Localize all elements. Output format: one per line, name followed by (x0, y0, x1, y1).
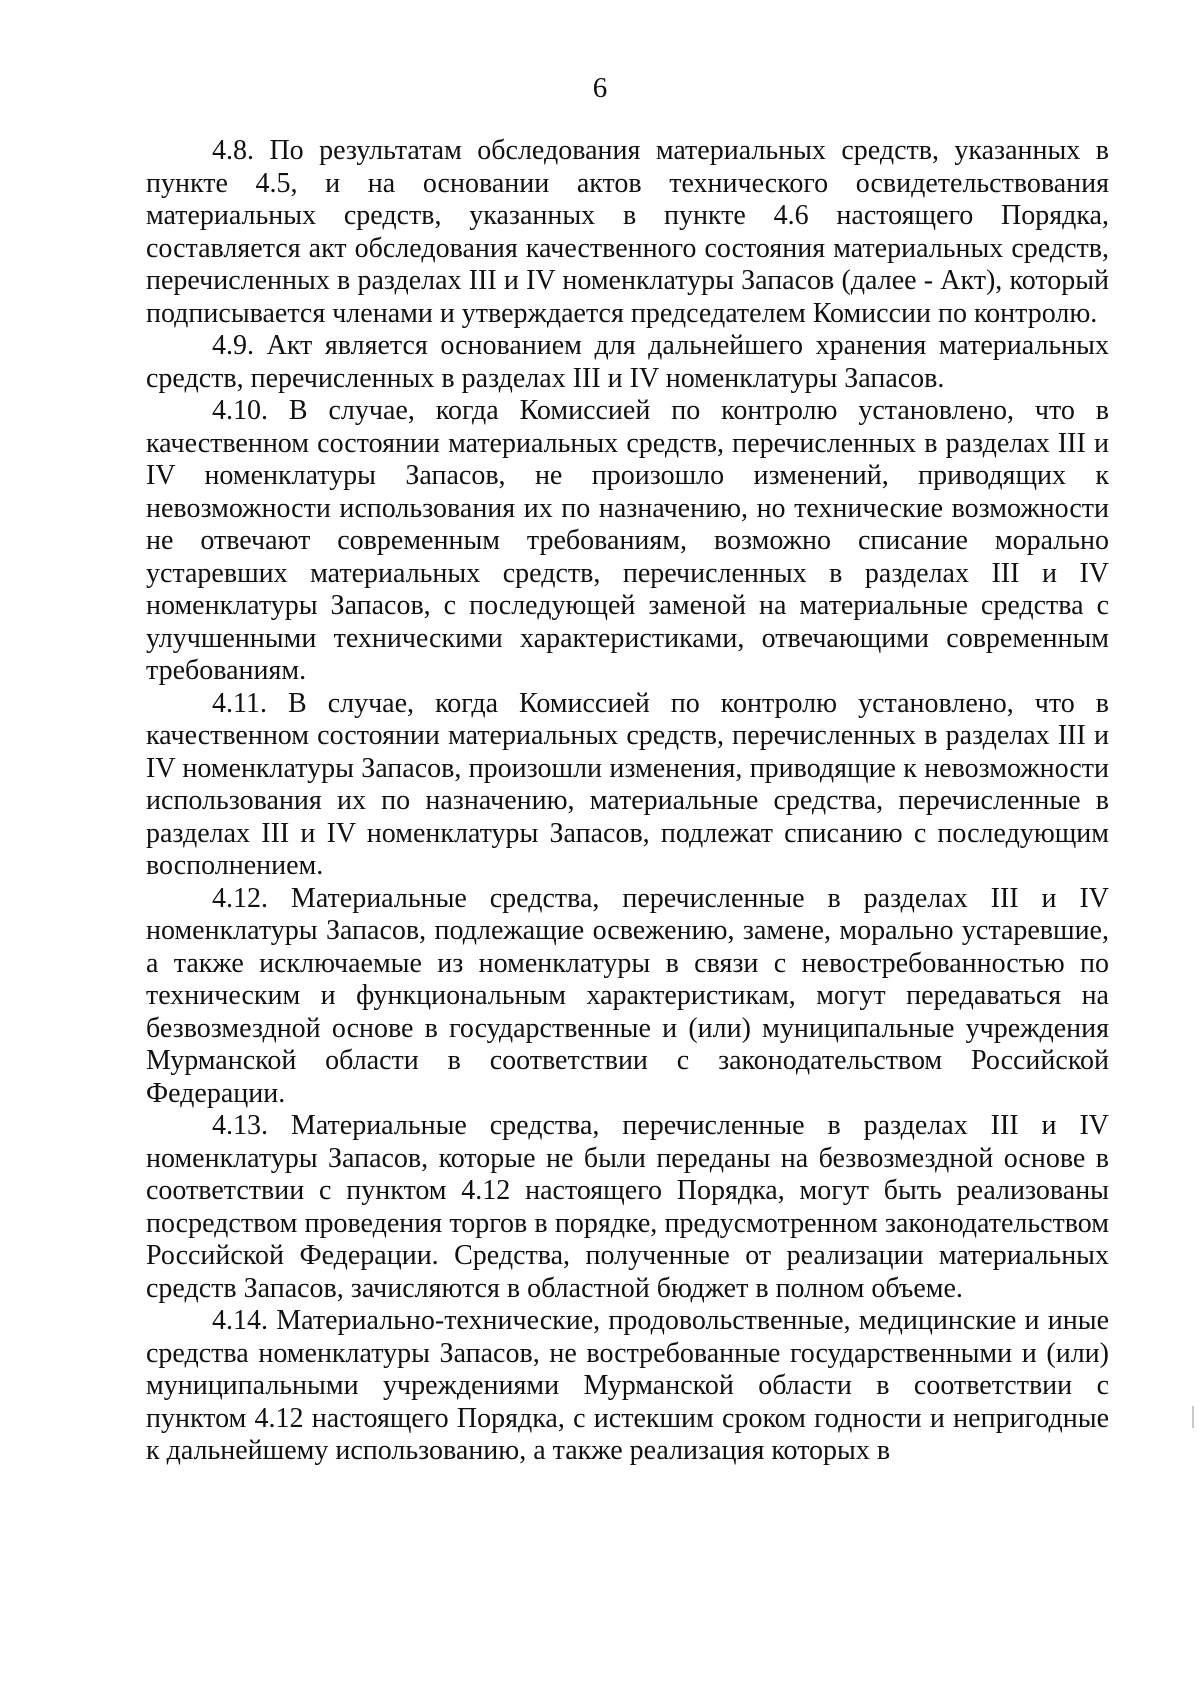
paragraph-4-10: 4.10. В случае, когда Комиссией по контролю установлено, что в качественном состоянии материальных средств, перечисленных в разделах III и IV номенклатуры Запасов, не произошло изменений, приводящих к невозможности использования их по назначению, но технические возможности не отвечают современным требованиям, возможно списание морально устаревших материальных средств, перечисленных в разделах III и IV номенклатуры Запасов, с последующей заменой на материальные средства с улучшенными техническими характеристиками, отвечающими современным требованиям. (146, 395, 1109, 686)
page-number: 6 (592, 72, 608, 104)
paragraph-4-12: 4.12. Материальные средства, перечисленные в разделах III и IV номенклатуры Запасов, подлежащие освежению, замене, морально устаревшие, а также исключаемые из номенклатуры в связи с невостребованностью по техническим и функциональным характеристикам, могут передаваться на безвозмездной основе в государственные и (или) муниципальные учреждения Мурманской области в соответствии с законодательством Российской Федерации. (146, 882, 1109, 1109)
paragraph-4-14: 4.14. Материально-технические, продовольственные, медицинские и иные средства номенклатуры Запасов, не востребованные государственными и (или) муниципальными учреждениями Мурманской области в соответствии с пунктом 4.12 настоящего Порядка, с истекшим сроком годности и непригодные к дальнейшему использованию, а также реализация которых в (146, 1305, 1109, 1466)
paragraph-4-9: 4.9. Акт является основанием для дальнейшего хранения материальных средств, перечисленных в разделах III и IV номенклатуры Запасов. (146, 330, 1109, 394)
scan-artifact-mark (1192, 1406, 1194, 1428)
paragraph-4-13: 4.13. Материальные средства, перечисленные в разделах III и IV номенклатуры Запасов, которые не были переданы на безвозмездной основе в соответствии с пунктом 4.12 настоящего Порядка, могут быть реализованы посредством проведения торгов в порядке, предусмотренном законодательством Российской Федерации. Средства, полученные от реализации материальных средств Запасов, зачисляются в областной бюджет в полном объеме. (146, 1110, 1109, 1304)
document-body (146, 135, 1109, 1468)
paragraph-4-8: 4.8. По результатам обследования материальных средств, указанных в пункте 4.5, и на основании актов технического освидетельствования материальных средств, указанных в пункте 4.6 настоящего Порядка, составляется акт обследования качественного состояния материальных средств, перечисленных в разделах III и IV номенклатуры Запасов (далее - Акт), который подписывается членами и утверждается председателем Комиссии по контролю. (146, 135, 1109, 329)
paragraph-4-11: 4.11. В случае, когда Комиссией по контролю установлено, что в качественном состоянии материальных средств, перечисленных в разделах III и IV номенклатуры Запасов, произошли изменения, приводящие к невозможности использования их по назначению, материальные средства, перечисленные в разделах III и IV номенклатуры Запасов, подлежат списанию с последующим восполнением. (146, 687, 1109, 881)
